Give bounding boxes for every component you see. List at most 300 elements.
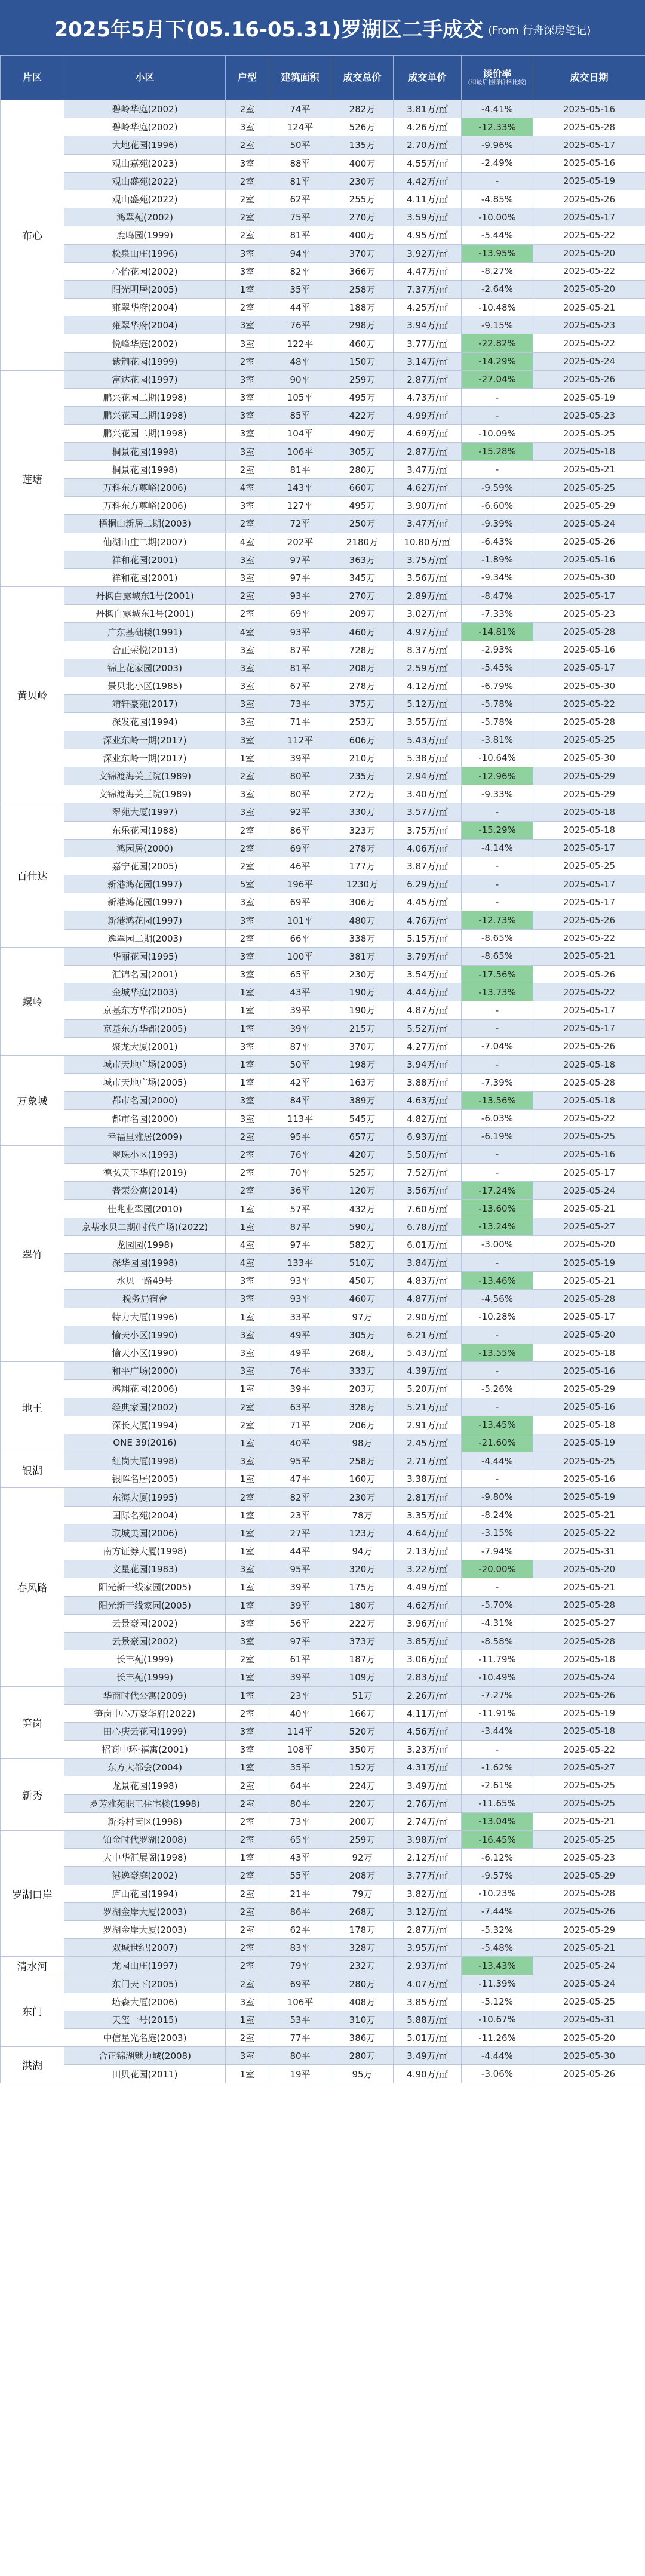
cell-layout: 2室 bbox=[226, 1867, 269, 1885]
cell-total-price: 272万 bbox=[331, 785, 394, 803]
cell-total-price: 187万 bbox=[331, 1650, 394, 1668]
cell-date: 2025-05-16 bbox=[533, 1362, 645, 1380]
cell-layout: 2室 bbox=[226, 1920, 269, 1938]
table-row bbox=[1, 857, 645, 875]
cell-area: 50平 bbox=[269, 136, 331, 154]
cell-total-price: 490万 bbox=[331, 425, 394, 442]
cell-discount: -15.29% bbox=[462, 821, 533, 839]
table-row bbox=[1, 118, 645, 136]
cell-discount: -13.55% bbox=[462, 1344, 533, 1361]
cell-date: 2025-05-26 bbox=[533, 2065, 645, 2083]
table-row bbox=[1, 785, 645, 803]
cell-unit-price: 3.85万/㎡ bbox=[394, 1993, 462, 2011]
cell-area: 202平 bbox=[269, 533, 331, 551]
cell-area: 39平 bbox=[269, 749, 331, 767]
cell-discount: -5.44% bbox=[462, 226, 533, 244]
cell-discount: -9.34% bbox=[462, 568, 533, 586]
cell-area: 57平 bbox=[269, 1200, 331, 1218]
cell-discount: - bbox=[462, 857, 533, 875]
cell-discount: -6.12% bbox=[462, 1849, 533, 1867]
cell-community: 鹏兴花园二期(1998) bbox=[64, 425, 226, 442]
table-row bbox=[1, 1164, 645, 1182]
cell-area: 86平 bbox=[269, 1902, 331, 1920]
cell-community: 锦上花家园(2003) bbox=[64, 659, 226, 677]
cell-community: 鸿翔花园(2006) bbox=[64, 1380, 226, 1398]
cell-community: 文锦渡海关三院(1989) bbox=[64, 767, 226, 785]
cell-area: 39平 bbox=[269, 1596, 331, 1614]
table-row bbox=[1, 1867, 645, 1885]
cell-unit-price: 3.22万/㎡ bbox=[394, 1560, 462, 1578]
cell-date: 2025-05-28 bbox=[533, 623, 645, 641]
cell-date: 2025-05-18 bbox=[533, 821, 645, 839]
cell-discount: -11.26% bbox=[462, 2029, 533, 2047]
cell-total-price: 310万 bbox=[331, 2011, 394, 2028]
cell-area: 77平 bbox=[269, 2029, 331, 2047]
cell-discount: -14.81% bbox=[462, 623, 533, 641]
table-row bbox=[1, 1812, 645, 1830]
cell-community: 金城华庭(2003) bbox=[64, 983, 226, 1001]
cell-layout: 2室 bbox=[226, 767, 269, 785]
table-row bbox=[1, 1542, 645, 1560]
cell-community: 庐山花园(1994) bbox=[64, 1885, 226, 1902]
cell-layout: 2室 bbox=[226, 172, 269, 190]
cell-area: 39平 bbox=[269, 1380, 331, 1398]
cell-total-price: 250万 bbox=[331, 515, 394, 533]
cell-layout: 2室 bbox=[226, 1776, 269, 1794]
cell-discount: - bbox=[462, 1164, 533, 1182]
cell-date: 2025-05-18 bbox=[533, 1055, 645, 1073]
cell-community: 祥和花园(2001) bbox=[64, 551, 226, 568]
cell-unit-price: 4.63万/㎡ bbox=[394, 1092, 462, 1109]
cell-layout: 1室 bbox=[226, 2011, 269, 2028]
cell-layout: 3室 bbox=[226, 497, 269, 515]
cell-community: 桐景花园(1998) bbox=[64, 460, 226, 478]
cell-unit-price: 4.99万/㎡ bbox=[394, 407, 462, 425]
cell-community: 深长大厦(1994) bbox=[64, 1416, 226, 1434]
cell-layout: 3室 bbox=[226, 407, 269, 425]
cell-community: 心怡花园(2002) bbox=[64, 262, 226, 280]
cell-total-price: 278万 bbox=[331, 839, 394, 857]
cell-community: 都市名园(2000) bbox=[64, 1109, 226, 1127]
cell-community: 长丰苑(1999) bbox=[64, 1668, 226, 1686]
cell-unit-price: 2.81万/㎡ bbox=[394, 1488, 462, 1506]
cell-unit-price: 3.02万/㎡ bbox=[394, 605, 462, 623]
cell-community: 佳兆业翠园(2010) bbox=[64, 1200, 226, 1218]
cell-community: 雍翠华府(2004) bbox=[64, 299, 226, 316]
cell-area: 93平 bbox=[269, 1272, 331, 1290]
cell-date: 2025-05-18 bbox=[533, 803, 645, 821]
cell-unit-price: 4.12万/㎡ bbox=[394, 677, 462, 695]
cell-layout: 3室 bbox=[226, 785, 269, 803]
cell-total-price: 232万 bbox=[331, 1957, 394, 1975]
cell-date: 2025-05-17 bbox=[533, 1001, 645, 1019]
cell-area: 100平 bbox=[269, 947, 331, 965]
cell-area: 47平 bbox=[269, 1470, 331, 1488]
cell-date: 2025-05-28 bbox=[533, 713, 645, 731]
cell-layout: 3室 bbox=[226, 551, 269, 568]
cell-discount: -8.58% bbox=[462, 1632, 533, 1650]
cell-total-price: 495万 bbox=[331, 497, 394, 515]
cell-date: 2025-05-21 bbox=[533, 947, 645, 965]
cell-date: 2025-05-30 bbox=[533, 677, 645, 695]
cell-layout: 2室 bbox=[226, 1975, 269, 1993]
cell-unit-price: 3.59万/㎡ bbox=[394, 208, 462, 226]
cell-unit-price: 4.42万/㎡ bbox=[394, 172, 462, 190]
cell-area: 82平 bbox=[269, 1488, 331, 1506]
cell-district: 百仕达 bbox=[1, 803, 64, 948]
cell-total-price: 152万 bbox=[331, 1759, 394, 1776]
cell-community: 东门天下(2005) bbox=[64, 1975, 226, 1993]
cell-unit-price: 2.91万/㎡ bbox=[394, 1416, 462, 1434]
cell-layout: 3室 bbox=[226, 713, 269, 731]
cell-unit-price: 4.87万/㎡ bbox=[394, 1001, 462, 1019]
table-row bbox=[1, 1488, 645, 1506]
cell-area: 81平 bbox=[269, 460, 331, 478]
cell-layout: 1室 bbox=[226, 1470, 269, 1488]
table-row bbox=[1, 803, 645, 821]
cell-date: 2025-05-22 bbox=[533, 929, 645, 947]
cell-total-price: 258万 bbox=[331, 1452, 394, 1470]
cell-total-price: 389万 bbox=[331, 1092, 394, 1109]
table-row bbox=[1, 1975, 645, 1993]
cell-area: 143平 bbox=[269, 478, 331, 496]
cell-area: 87平 bbox=[269, 1218, 331, 1235]
cell-date: 2025-05-29 bbox=[533, 497, 645, 515]
cell-total-price: 495万 bbox=[331, 389, 394, 407]
cell-date: 2025-05-21 bbox=[533, 1939, 645, 1957]
cell-discount: -2.64% bbox=[462, 280, 533, 298]
cell-date: 2025-05-17 bbox=[533, 1164, 645, 1182]
cell-discount: -12.73% bbox=[462, 911, 533, 929]
cell-area: 27平 bbox=[269, 1524, 331, 1542]
cell-layout: 3室 bbox=[226, 695, 269, 713]
cell-date: 2025-05-16 bbox=[533, 154, 645, 172]
cell-date: 2025-05-22 bbox=[533, 1524, 645, 1542]
cell-district: 银湖 bbox=[1, 1452, 64, 1488]
cell-layout: 3室 bbox=[226, 334, 269, 352]
cell-unit-price: 3.49万/㎡ bbox=[394, 2047, 462, 2065]
cell-area: 35平 bbox=[269, 280, 331, 298]
cell-total-price: 123万 bbox=[331, 1524, 394, 1542]
cell-community: 深发花园(1994) bbox=[64, 713, 226, 731]
cell-community: 深华园园(1998) bbox=[64, 1254, 226, 1272]
cell-community: 愉天小区(1990) bbox=[64, 1326, 226, 1344]
cell-discount: -6.60% bbox=[462, 497, 533, 515]
cell-district: 洪湖 bbox=[1, 2047, 64, 2083]
cell-area: 64平 bbox=[269, 1776, 331, 1794]
cell-discount: -12.33% bbox=[462, 118, 533, 136]
cell-discount: - bbox=[462, 893, 533, 911]
cell-date: 2025-05-23 bbox=[533, 316, 645, 334]
table-row bbox=[1, 677, 645, 695]
cell-total-price: 178万 bbox=[331, 1920, 394, 1938]
cell-discount: -10.09% bbox=[462, 425, 533, 442]
cell-community: 龙园山庄(1997) bbox=[64, 1957, 226, 1975]
cell-discount: -20.00% bbox=[462, 1560, 533, 1578]
cell-discount: - bbox=[462, 1001, 533, 1019]
cell-area: 49平 bbox=[269, 1326, 331, 1344]
cell-area: 95平 bbox=[269, 1452, 331, 1470]
cell-unit-price: 3.56万/㎡ bbox=[394, 568, 462, 586]
table-row bbox=[1, 1055, 645, 1073]
table-row bbox=[1, 208, 645, 226]
table-row bbox=[1, 334, 645, 352]
cell-layout: 2室 bbox=[226, 1164, 269, 1182]
cell-layout: 2室 bbox=[226, 226, 269, 244]
cell-date: 2025-05-18 bbox=[533, 1650, 645, 1668]
cell-layout: 2室 bbox=[226, 1398, 269, 1416]
cell-total-price: 268万 bbox=[331, 1902, 394, 1920]
cell-community: 招商中环·禧寓(2001) bbox=[64, 1741, 226, 1759]
cell-discount: -13.45% bbox=[462, 1416, 533, 1434]
table-row bbox=[1, 1380, 645, 1398]
cell-total-price: 1230万 bbox=[331, 875, 394, 893]
cell-community: 罗湖金岸大厦(2003) bbox=[64, 1920, 226, 1938]
cell-community: 培森大厦(2006) bbox=[64, 1993, 226, 2011]
cell-community: 松泉山庄(1996) bbox=[64, 244, 226, 262]
cell-layout: 1室 bbox=[226, 1542, 269, 1560]
table-row bbox=[1, 1506, 645, 1524]
cell-community: 大中华汇展阁(1998) bbox=[64, 1849, 226, 1867]
cell-layout: 2室 bbox=[226, 857, 269, 875]
cell-discount: -11.65% bbox=[462, 1794, 533, 1812]
cell-district: 罗湖口岸 bbox=[1, 1831, 64, 1957]
cell-unit-price: 3.57万/㎡ bbox=[394, 803, 462, 821]
cell-area: 23平 bbox=[269, 1506, 331, 1524]
cell-community: 碧岭华庭(2002) bbox=[64, 118, 226, 136]
cell-discount: -9.39% bbox=[462, 515, 533, 533]
cell-unit-price: 8.37万/㎡ bbox=[394, 641, 462, 659]
cell-unit-price: 2.83万/㎡ bbox=[394, 1668, 462, 1686]
cell-unit-price: 3.47万/㎡ bbox=[394, 515, 462, 533]
cell-layout: 3室 bbox=[226, 1614, 269, 1632]
cell-total-price: 98万 bbox=[331, 1434, 394, 1452]
cell-discount: -6.03% bbox=[462, 1109, 533, 1127]
cell-date: 2025-05-21 bbox=[533, 1506, 645, 1524]
cell-total-price: 166万 bbox=[331, 1704, 394, 1722]
cell-date: 2025-05-23 bbox=[533, 407, 645, 425]
cell-community: 京基水贝二期(时代广场)(2022) bbox=[64, 1218, 226, 1235]
cell-discount: -7.33% bbox=[462, 605, 533, 623]
cell-unit-price: 3.90万/㎡ bbox=[394, 497, 462, 515]
cell-unit-price: 4.49万/㎡ bbox=[394, 1578, 462, 1596]
cell-unit-price: 2.94万/㎡ bbox=[394, 767, 462, 785]
cell-layout: 2室 bbox=[226, 1416, 269, 1434]
cell-area: 97平 bbox=[269, 1632, 331, 1650]
cell-unit-price: 3.47万/㎡ bbox=[394, 460, 462, 478]
cell-discount: -7.94% bbox=[462, 1542, 533, 1560]
cell-layout: 2室 bbox=[226, 1704, 269, 1722]
cell-unit-price: 3.14万/㎡ bbox=[394, 352, 462, 370]
cell-community: 罗芳雅苑职工住宅楼(1998) bbox=[64, 1794, 226, 1812]
cell-discount: -9.80% bbox=[462, 1488, 533, 1506]
table-row bbox=[1, 2011, 645, 2028]
cell-unit-price: 2.45万/㎡ bbox=[394, 1434, 462, 1452]
cell-layout: 1室 bbox=[226, 1434, 269, 1452]
cell-total-price: 235万 bbox=[331, 767, 394, 785]
cell-area: 71平 bbox=[269, 1416, 331, 1434]
cell-layout: 1室 bbox=[226, 1759, 269, 1776]
cell-total-price: 460万 bbox=[331, 623, 394, 641]
cell-discount: -7.44% bbox=[462, 1902, 533, 1920]
cell-total-price: 373万 bbox=[331, 1632, 394, 1650]
table-row bbox=[1, 460, 645, 478]
cell-unit-price: 4.31万/㎡ bbox=[394, 1759, 462, 1776]
cell-layout: 3室 bbox=[226, 1109, 269, 1127]
cell-total-price: 320万 bbox=[331, 1560, 394, 1578]
table-row bbox=[1, 299, 645, 316]
cell-total-price: 268万 bbox=[331, 1344, 394, 1361]
cell-total-price: 220万 bbox=[331, 1794, 394, 1812]
transactions-table bbox=[0, 55, 645, 2083]
table-row bbox=[1, 1686, 645, 1704]
cell-layout: 2室 bbox=[226, 929, 269, 947]
cell-area: 79平 bbox=[269, 1957, 331, 1975]
cell-area: 65平 bbox=[269, 1831, 331, 1849]
cell-unit-price: 4.73万/㎡ bbox=[394, 389, 462, 407]
cell-layout: 3室 bbox=[226, 262, 269, 280]
cell-area: 39平 bbox=[269, 1001, 331, 1019]
cell-date: 2025-05-24 bbox=[533, 1957, 645, 1975]
cell-layout: 2室 bbox=[226, 605, 269, 623]
cell-community: 祥和花园(2001) bbox=[64, 568, 226, 586]
cell-discount: -13.43% bbox=[462, 1957, 533, 1975]
cell-date: 2025-05-17 bbox=[533, 136, 645, 154]
cell-unit-price: 5.52万/㎡ bbox=[394, 1019, 462, 1037]
cell-unit-price: 4.11万/㎡ bbox=[394, 190, 462, 208]
cell-date: 2025-05-19 bbox=[533, 1488, 645, 1506]
cell-date: 2025-05-26 bbox=[533, 911, 645, 929]
table-row bbox=[1, 1001, 645, 1019]
table-row bbox=[1, 1326, 645, 1344]
table-row bbox=[1, 2029, 645, 2047]
cell-total-price: 190万 bbox=[331, 983, 394, 1001]
cell-area: 93平 bbox=[269, 1290, 331, 1308]
cell-total-price: 526万 bbox=[331, 118, 394, 136]
cell-area: 88平 bbox=[269, 154, 331, 172]
cell-date: 2025-05-28 bbox=[533, 1074, 645, 1092]
cell-layout: 3室 bbox=[226, 1037, 269, 1055]
cell-discount: - bbox=[462, 1741, 533, 1759]
table-row bbox=[1, 352, 645, 370]
cell-community: 仙湖山庄二期(2007) bbox=[64, 533, 226, 551]
cell-layout: 2室 bbox=[226, 1488, 269, 1506]
cell-layout: 1室 bbox=[226, 1668, 269, 1686]
cell-layout: 1室 bbox=[226, 1200, 269, 1218]
cell-layout: 2室 bbox=[226, 1902, 269, 1920]
cell-unit-price: 3.94万/㎡ bbox=[394, 316, 462, 334]
cell-discount: -2.61% bbox=[462, 1776, 533, 1794]
cell-date: 2025-05-16 bbox=[533, 1398, 645, 1416]
table-row bbox=[1, 172, 645, 190]
cell-community: 深业东岭一期(2017) bbox=[64, 749, 226, 767]
table-row bbox=[1, 2065, 645, 2083]
cell-community: 鹏兴花园二期(1998) bbox=[64, 407, 226, 425]
cell-layout: 3室 bbox=[226, 803, 269, 821]
cell-layout: 3室 bbox=[226, 389, 269, 407]
cell-layout: 2室 bbox=[226, 1182, 269, 1200]
cell-area: 63平 bbox=[269, 1398, 331, 1416]
cell-date: 2025-05-21 bbox=[533, 1812, 645, 1830]
cell-total-price: 230万 bbox=[331, 966, 394, 983]
cell-area: 46平 bbox=[269, 857, 331, 875]
cell-layout: 1室 bbox=[226, 1308, 269, 1326]
cell-unit-price: 4.39万/㎡ bbox=[394, 1362, 462, 1380]
cell-layout: 1室 bbox=[226, 280, 269, 298]
cell-total-price: 520万 bbox=[331, 1722, 394, 1740]
cell-date: 2025-05-21 bbox=[533, 299, 645, 316]
cell-unit-price: 6.78万/㎡ bbox=[394, 1218, 462, 1235]
table-row bbox=[1, 623, 645, 641]
table-row bbox=[1, 515, 645, 533]
cell-community: 文锦渡海关三院(1989) bbox=[64, 785, 226, 803]
cell-date: 2025-05-25 bbox=[533, 1452, 645, 1470]
cell-total-price: 657万 bbox=[331, 1127, 394, 1145]
cell-community: 雍翠华府(2004) bbox=[64, 316, 226, 334]
table-row bbox=[1, 2047, 645, 2065]
cell-community: 双城世纪(2007) bbox=[64, 1939, 226, 1957]
cell-total-price: 282万 bbox=[331, 100, 394, 118]
cell-discount: -10.28% bbox=[462, 1308, 533, 1326]
cell-discount: - bbox=[462, 460, 533, 478]
cell-unit-price: 3.79万/㎡ bbox=[394, 947, 462, 965]
cell-date: 2025-05-27 bbox=[533, 1614, 645, 1632]
cell-date: 2025-05-25 bbox=[533, 1794, 645, 1812]
cell-discount: -17.24% bbox=[462, 1182, 533, 1200]
cell-total-price: 582万 bbox=[331, 1235, 394, 1253]
cell-total-price: 120万 bbox=[331, 1182, 394, 1200]
cell-discount: -5.45% bbox=[462, 659, 533, 677]
cell-area: 65平 bbox=[269, 966, 331, 983]
cell-total-price: 280万 bbox=[331, 1975, 394, 1993]
table-row bbox=[1, 1885, 645, 1902]
cell-layout: 2室 bbox=[226, 136, 269, 154]
cell-discount: -22.82% bbox=[462, 334, 533, 352]
cell-discount: -6.79% bbox=[462, 677, 533, 695]
cell-layout: 2室 bbox=[226, 1885, 269, 1902]
cell-date: 2025-05-23 bbox=[533, 605, 645, 623]
cell-community: 汇锦名园(2001) bbox=[64, 966, 226, 983]
table-row bbox=[1, 100, 645, 118]
cell-discount: -4.56% bbox=[462, 1290, 533, 1308]
cell-total-price: 278万 bbox=[331, 677, 394, 695]
cell-unit-price: 3.87万/㎡ bbox=[394, 857, 462, 875]
table-row bbox=[1, 1109, 645, 1127]
table-body bbox=[1, 100, 645, 2083]
cell-discount: -13.73% bbox=[462, 983, 533, 1001]
cell-layout: 3室 bbox=[226, 370, 269, 388]
cell-total-price: 163万 bbox=[331, 1074, 394, 1092]
cell-district: 地王 bbox=[1, 1362, 64, 1452]
cell-unit-price: 2.87万/㎡ bbox=[394, 442, 462, 460]
table-row bbox=[1, 695, 645, 713]
cell-community: 田贝花园(2011) bbox=[64, 2065, 226, 2083]
cell-total-price: 338万 bbox=[331, 929, 394, 947]
cell-community: 阳光新干线家园(2005) bbox=[64, 1596, 226, 1614]
cell-community: 普荣公寓(2014) bbox=[64, 1182, 226, 1200]
cell-unit-price: 7.60万/㎡ bbox=[394, 1200, 462, 1218]
cell-date: 2025-05-18 bbox=[533, 1416, 645, 1434]
cell-layout: 3室 bbox=[226, 1092, 269, 1109]
cell-area: 75平 bbox=[269, 208, 331, 226]
cell-layout: 3室 bbox=[226, 1290, 269, 1308]
cell-unit-price: 3.92万/㎡ bbox=[394, 244, 462, 262]
table-row bbox=[1, 1092, 645, 1109]
cell-total-price: 198万 bbox=[331, 1055, 394, 1073]
cell-discount: -10.49% bbox=[462, 1668, 533, 1686]
cell-unit-price: 3.77万/㎡ bbox=[394, 1867, 462, 1885]
cell-unit-price: 3.75万/㎡ bbox=[394, 551, 462, 568]
